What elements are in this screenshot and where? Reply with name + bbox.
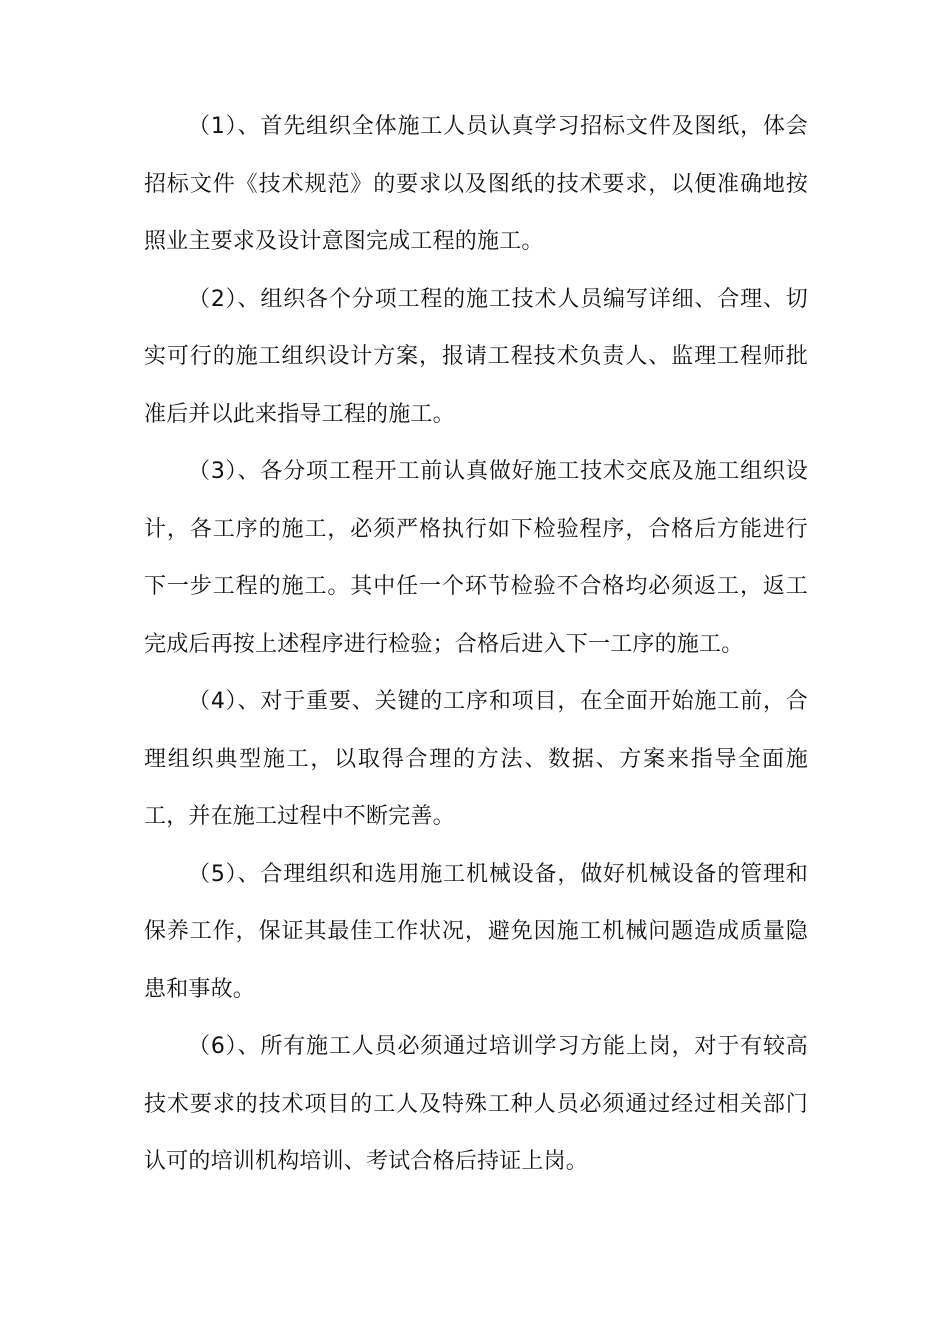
paragraph-6: （6）、所有施工人员必须通过培训学习方能上岗，对于有较高技术要求的技术项目的工人及特殊工种人员必须通过经过相关部门认可的培训机构培训、考试合格后持证上岗。	[144, 1034, 808, 1174]
paragraph-4: （4）、对于重要、关键的工序和项目，在全面开始施工前，合理组织典型施工，以取得合理的方法、数据、方案来指导全面施工，并在施工过程中不断完善。	[144, 689, 808, 829]
paragraph-1: （1）、首先组织全体施工人员认真学习招标文件及图纸，体会招标文件《技术规范》的要求以及图纸的技术要求，以便准确地按照业主要求及设计意图完成工程的施工。	[144, 114, 808, 254]
paragraph-2: （2）、组织各个分项工程的施工技术人员编写详细、合理、切实可行的施工组织设计方案，报请工程技术负责人、监理工程师批准后并以此来指导工程的施工。	[144, 286, 808, 427]
paragraph-3: （3）、各分项工程开工前认真做好施工技术交底及施工组织设计，各工序的施工，必须严格执行如下检验程序，合格后方能进行下一步工程的施工。其中任一个环节检验不合格均必须返工，返工完成后再按上述程序进行检验；合格后进入下一工序的施工。	[144, 459, 808, 657]
paragraph-5: （5）、合理组织和选用施工机械设备，做好机械设备的管理和保养工作，保证其最佳工作状况，避免因施工机械问题造成质量隐患和事故。	[144, 861, 808, 1002]
document-body	[144, 98, 808, 1191]
